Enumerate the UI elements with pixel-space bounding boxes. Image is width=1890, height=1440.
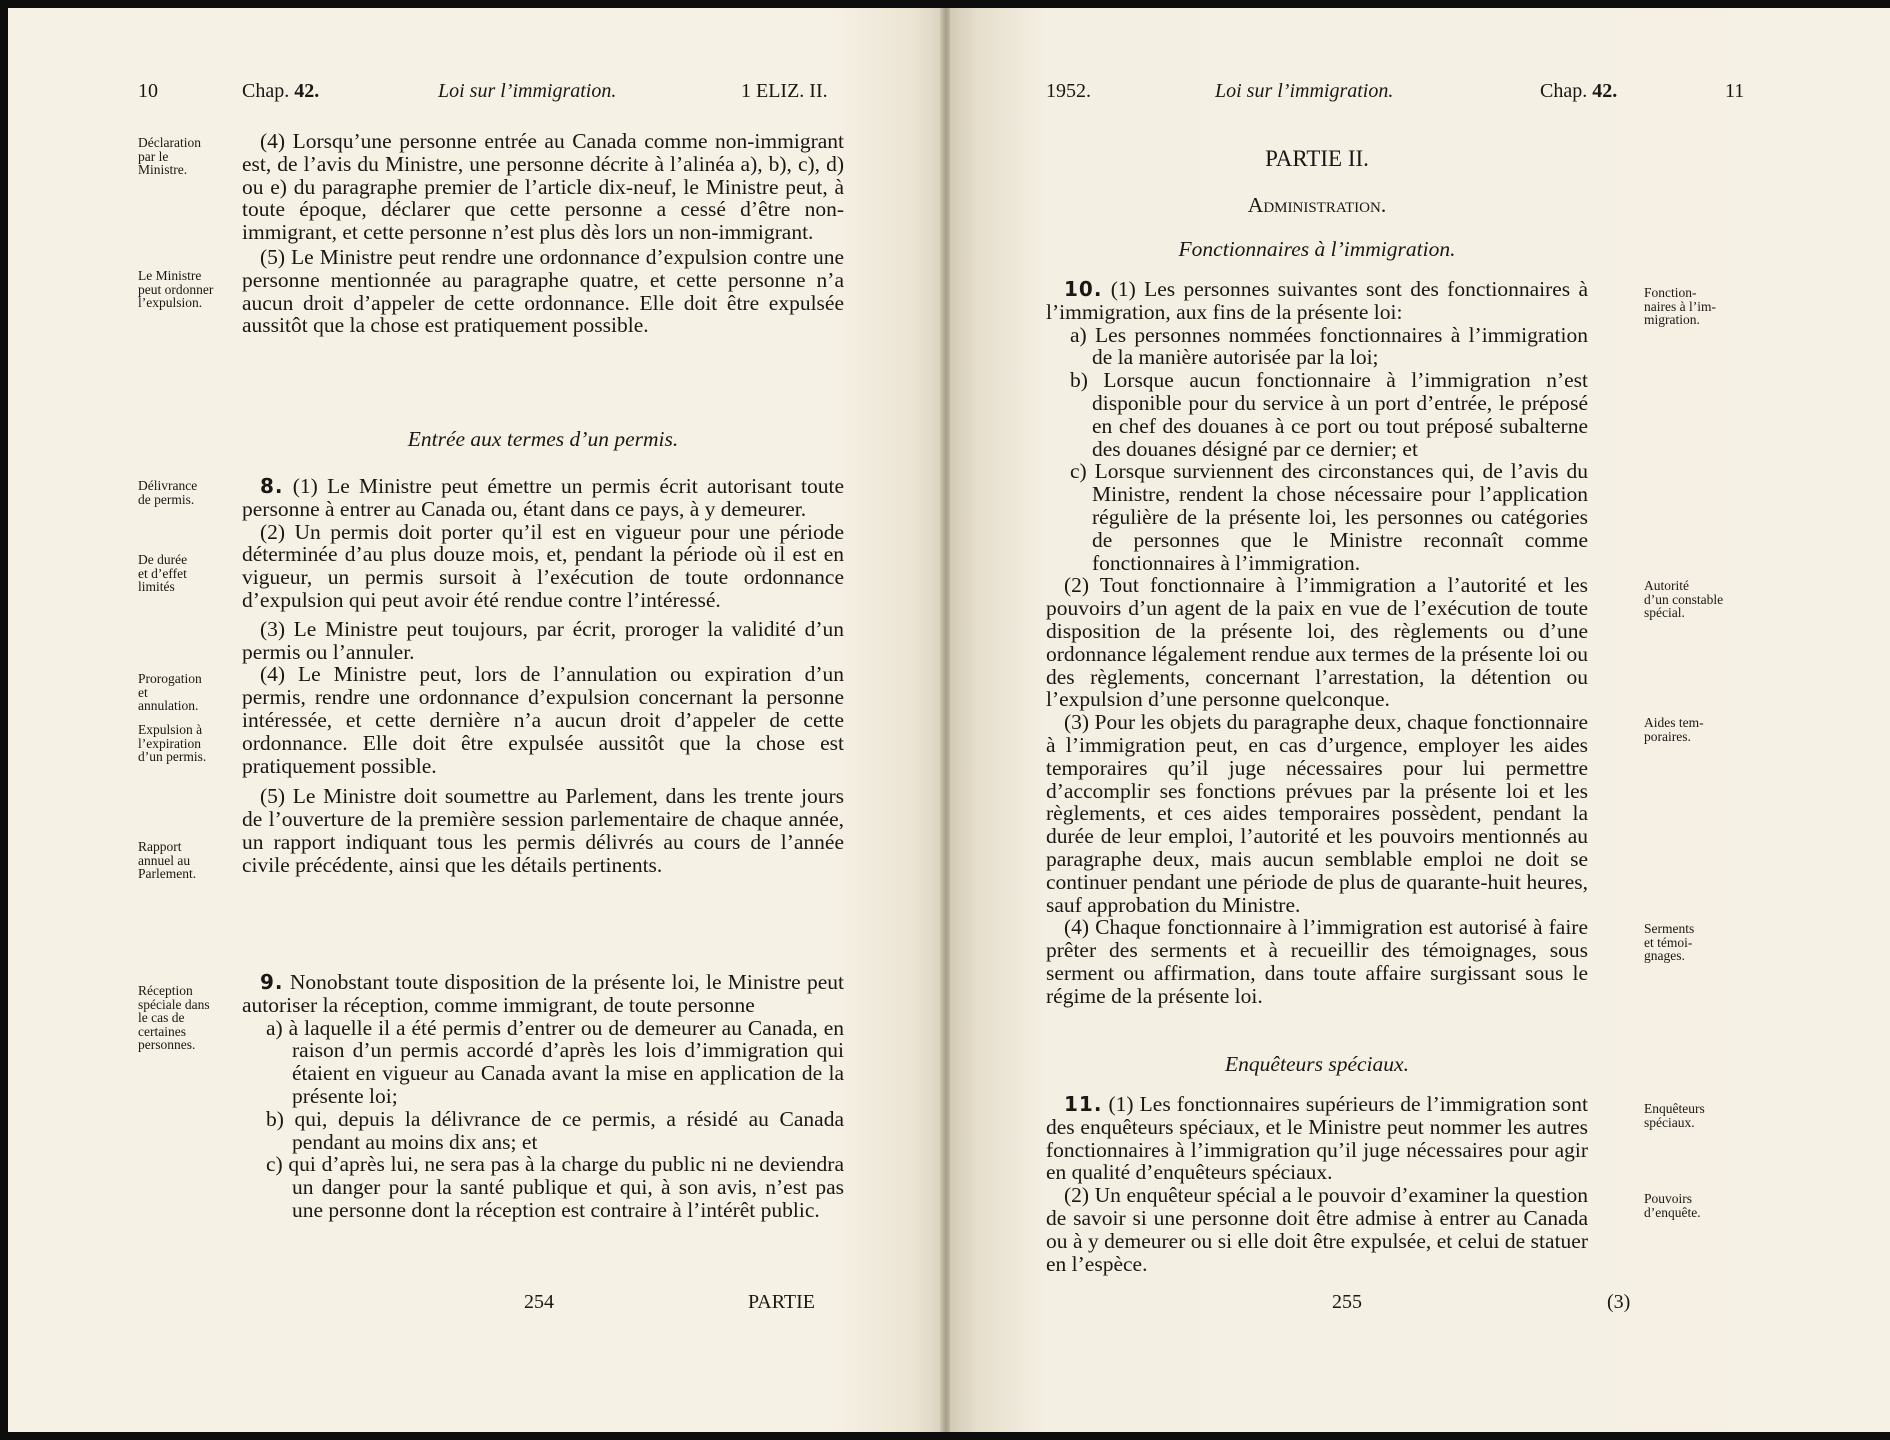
margin-note-expulsion-order: Le Ministre peut ordonner l’expulsion.	[138, 268, 214, 310]
left-page-number: 10	[138, 80, 158, 102]
right-signature-mark: (3)	[1607, 1291, 1631, 1313]
section-8	[242, 475, 844, 877]
right-page-number: 11	[1725, 80, 1745, 102]
left-running-title: Loi sur l’immigration.	[438, 80, 617, 102]
part-title: PARTIE II.	[1265, 146, 1369, 171]
left-catchword: PARTIE	[748, 1291, 815, 1313]
paragraph-8-2: (2) Un permis doit porter qu’il est en vigueur pour une période déterminée d’au plus douze mois, et, pendant la période où il est en vigueur, un permis sursoit à l’exécution de toute ordonnance d’expulsion qui peut avoir été rendue contre l’intéressé.	[242, 519, 844, 612]
paragraph-8-4: (4) Le Ministre peut, lors de l’annulation ou expiration d’un permis, rendre une ordonnance d’expulsion concernant la personne intéressée, et cette dernière n’a aucun droit d’appeler de cette ordonnance. Elle doit être expulsée aussitôt que la chose est pratiquement possible.	[242, 662, 844, 778]
paragraph-7-4: (4) Lorsqu’une personne entrée au Canada comme non-immigrant est, de l’avis du Ministre, une personne décrite à l’alinéa a), b), c), d) ou e) du paragraphe premier de l’article dix-neuf, le Ministre peut, à toute époque, déclarer que cette personne a cessé d’être non-immigrant, et cette personne n’est plus dès lors un non-immigrant.	[242, 129, 844, 245]
section-number-8: 8.	[260, 474, 284, 498]
paragraph-10-2: (2) Tout fonctionnaire à l’immigration a l’autorité et les pouvoirs d’un agent de la paix en vue de l’exécution de toute disposition de la présente loi, des règlements ou d’une ordonnance légalement rendue aux termes de la présente loi ou des règlements, concernant l’arrestation, la détention ou l’expulsion d’une personne quelconque.	[1046, 573, 1588, 712]
paragraph-8-5: (5) Le Ministre doit soumettre au Parlement, dans les trente jours de l’ouverture de la première session parlementaire de chaque année, un rapport indiquant tous les permis délivrés au cours de l’année civile précédente, ainsi que les détails pertinents.	[242, 784, 844, 877]
section-10	[1046, 278, 1588, 1008]
clause-10-b: b) Lorsque aucun fonctionnaire à l’immigration n’est disponible pour du service à un port d’entrée, le préposé en chef des douanes à ce port ou tout préposé subalterne des douanes désigné par ce dernier; et	[1070, 368, 1588, 461]
margin-note-special-inquiry: Enquêteurs spéciaux.	[1644, 1101, 1705, 1130]
left-page	[8, 8, 943, 1432]
left-folio: 254	[524, 1291, 554, 1313]
left-chapter: Chap. 42.	[242, 80, 320, 102]
margin-note-expiry-expulsion: Expulsion à l’expiration d’un permis.	[138, 722, 207, 764]
left-section-7-cont	[242, 130, 844, 337]
margin-note-duration: De durée et d’effet limités	[138, 552, 188, 594]
clause-10-a: a) Les personnes nommées fonctionnaires à l’immigration de la manière autorisée par la loi;	[1070, 322, 1588, 370]
clause-10-c: c) Lorsque surviennent des circonstances qui, de l’avis du Ministre, rendent la chose nécessaire pour l’application régulière de la présente loi, les personnes ou catégories de personnes que le Ministre reconnaît comme fonctionnaires à l’immigration.	[1070, 459, 1588, 575]
paragraph-11-2: (2) Un enquêteur spécial a le pouvoir d’examiner la question de savoir si une personne doit être admise à entrer au Canada ou à y demeurer ou si elle doit être expulsée, et celui de statuer en l’espèce.	[1046, 1183, 1588, 1276]
paragraph-9: 9. Nonobstant toute disposition de la présente loi, le Ministre peut autoriser la réception, comme immigrant, de toute personne	[242, 970, 844, 1017]
margin-note-oaths: Serments et témoi- gnages.	[1644, 921, 1695, 963]
administration-heading: Administration.	[1247, 193, 1387, 217]
right-chapter: Chap. 42.	[1540, 80, 1618, 102]
paragraph-10-4: (4) Chaque fonctionnaire à l’immigration est autorisé à faire prêter des serments et à recueillir des témoignages, sous serment ou affirmation, dans toute affaire surgissant sous le régime de la présente loi.	[1046, 915, 1588, 1008]
margin-note-constable: Autorité d’un constable spécial.	[1644, 578, 1724, 620]
paragraph-8-1: 8. (1) Le Ministre peut émettre un permis écrit autorisant toute personne à entrer au Canada ou, étant dans ce pays, à y demeurer.	[242, 474, 844, 521]
clause-9-b: b) qui, depuis la délivrance de ce permis, a résidé au Canada pendant au moins dix ans; et	[266, 1106, 844, 1154]
admin-title-block	[1046, 194, 1588, 217]
permit-heading-block	[242, 428, 844, 451]
paragraph-10-3: (3) Pour les objets du paragraphe deux, chaque fonctionnaire à l’immigration peut, en cas d’urgence, employer les aides temporaires qu’il juge nécessaires pour lui permettre d’accomplir ses fonctions prévues par la présente loi et les règlements, et ces aides temporaires possèdent, pendant la durée de leur emploi, l’autorité et les pouvoirs mentionnés au paragraphe deux, mais aucun semblable emploi ne doit se continuer pendant une période de plus de quarante-huit heures, sauf approbation du Ministre.	[1046, 710, 1588, 917]
section-number-11: 11.	[1064, 1092, 1103, 1116]
clause-9-c: c) qui d’après lui, ne sera pas à la charge du public ni ne deviendra un danger pour la santé publique et qui, à son avis, n’est pas une personne dont la réception est contraire à l’intérêt public.	[266, 1152, 844, 1222]
section-heading-permit: Entrée aux termes d’un permis.	[407, 427, 679, 451]
paragraph-11-1: 11. (1) Les fonctionnaires supérieurs de l’immigration sont des enquêteurs spéciaux, et le Ministre peut nommer les autres fonctionnaires à l’immigration qu’il juge nécessaires pour agir en qualité d’enquêteurs spéciaux.	[1046, 1092, 1588, 1185]
margin-note-special-reception: Réception spéciale dans le cas de certaines personnes.	[138, 983, 210, 1052]
right-page	[950, 8, 1890, 1432]
section-number-9: 9.	[260, 970, 284, 994]
right-running-title: Loi sur l’immigration.	[1215, 80, 1394, 102]
section-number-10: 10.	[1064, 277, 1103, 301]
margin-note-extension: Prorogation et annulation.	[138, 671, 202, 713]
margin-note-annual-report: Rapport annuel au Parlement.	[138, 839, 197, 881]
margin-note-temporary-aides: Aides tem- poraires.	[1644, 715, 1704, 744]
margin-note-officers: Fonction- naires à l’im- migration.	[1644, 285, 1716, 327]
paragraph-7-5: (5) Le Ministre peut rendre une ordonnance d’expulsion contre une personne mentionnée au paragraphe quatre, et cette personne n’a aucun droit d’appeler de cette ordonnance. Elle doit être expulsée aussitôt que la chose est pratiquement possible.	[242, 244, 844, 338]
right-folio: 255	[1332, 1291, 1362, 1313]
margin-note-permit-issuance: Délivrance de permis.	[138, 478, 198, 507]
paragraph-8-3: (3) Le Ministre peut toujours, par écrit, proroger la validité d’un permis ou l’annuler.	[242, 616, 844, 664]
paragraph-10-1: 10. (1) Les personnes suivantes sont des fonctionnaires à l’immigration, aux fins de la présente loi:	[1046, 277, 1588, 324]
section-11	[1046, 1093, 1588, 1275]
section-heading-special-inquiry: Enquêteurs spéciaux.	[1225, 1052, 1409, 1076]
margin-note-declaration: Déclaration par le Ministre.	[138, 135, 201, 177]
special-inquiry-heading-block	[1046, 1053, 1588, 1076]
part-title-block	[1046, 148, 1588, 171]
right-year: 1952.	[1046, 80, 1091, 102]
section-9	[242, 971, 844, 1222]
margin-note-inquiry-powers: Pouvoirs d’enquête.	[1644, 1191, 1701, 1220]
left-reign: 1 ELIZ. II.	[741, 80, 828, 102]
officers-heading-block	[1046, 238, 1588, 261]
section-heading-officers: Fonctionnaires à l’immigration.	[1178, 237, 1456, 261]
clause-9-a: a) à laquelle il a été permis d’entrer ou de demeurer au Canada, en raison d’un permis accordé d’après les lois d’immigration qui étaient en vigueur au Canada avant la mise en application de la présente loi;	[266, 1015, 844, 1108]
